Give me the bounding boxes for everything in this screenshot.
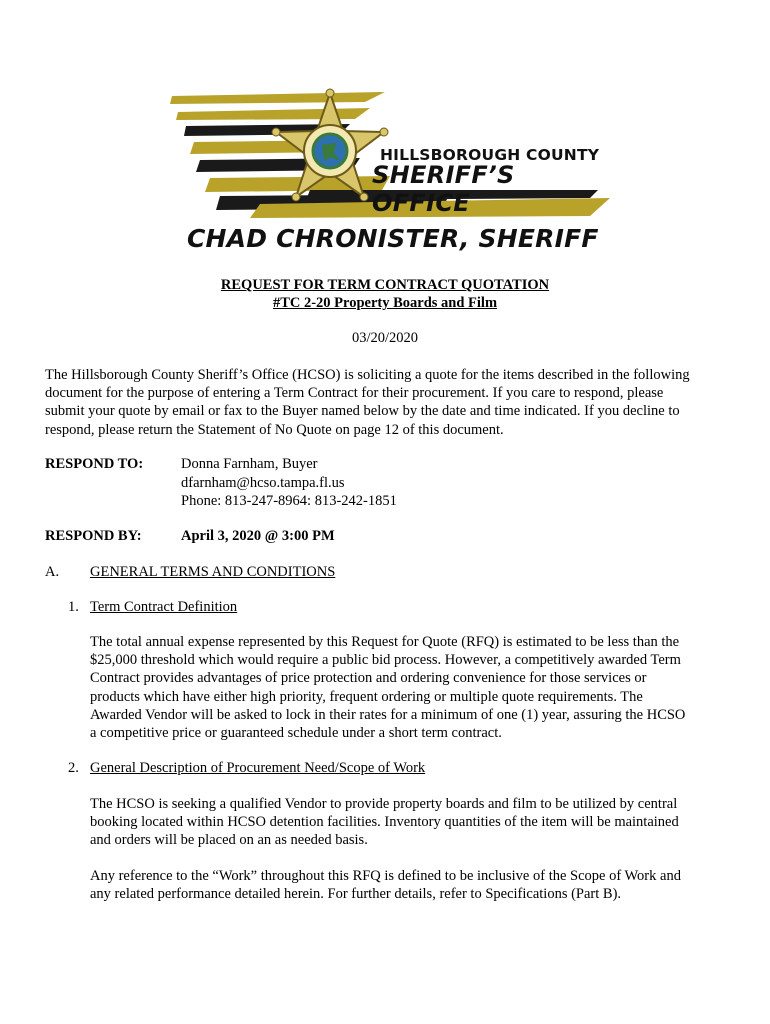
paragraph-line: any related performance detailed herein. For further details, refer to Specifications (Part B).	[90, 886, 622, 903]
paragraph-line: products which have either high priority, frequent ordering or multiple quote requirements. The	[90, 688, 643, 705]
buyer-name: Donna Farnham, Buyer	[181, 456, 318, 472]
document-date: 03/20/2020	[351, 330, 419, 346]
item-2-heading: General Description of Procurement Need/Scope of Work	[90, 760, 426, 776]
paragraph-line: Any reference to the “Work” throughout this RFQ is defined to be inclusive of the Scope of Work and	[90, 868, 681, 884]
respond-by-label: RESPOND BY:	[45, 528, 142, 544]
intro-paragraph	[45, 366, 735, 439]
item-1-paragraph	[90, 633, 720, 742]
respond-to-label: RESPOND TO:	[45, 456, 144, 472]
intro-line: document for the purpose of entering a Term Contract for their procurement. If you care to respond, please	[45, 385, 664, 402]
logo-sheriff-name: CHAD CHRONISTER, SHERIFF	[187, 224, 599, 253]
document-subtitle: #TC 2-20 Property Boards and Film	[272, 295, 498, 311]
paragraph-line: $25,000 threshold which would require a public bid process. However, a competitively awarded Term	[90, 652, 681, 669]
section-a-title: GENERAL TERMS AND CONDITIONS	[90, 564, 336, 580]
logo-office-name: SHERIFF’S OFFICE	[372, 161, 515, 217]
buyer-phone: Phone: 813-247-8964: 813-242-1851	[181, 493, 397, 509]
paragraph-line: a competitive price or guaranteed schedule under a short term contract.	[90, 725, 502, 742]
paragraph-line: Awarded Vendor will be asked to lock in their rates for a minimum of one (1) year, assuring the HCSO	[90, 706, 686, 723]
intro-line: submit your quote by email or fax to the Buyer named below by the date and time indicated. If you decline to	[45, 403, 680, 420]
item-1-heading: Term Contract Definition	[90, 599, 238, 615]
respond-by-deadline: April 3, 2020 @ 3:00 PM	[181, 528, 335, 544]
item-1-number: 1.	[68, 599, 79, 615]
item-2-paragraph-2	[90, 867, 720, 903]
item-2-paragraph-1	[90, 795, 720, 850]
intro-line: respond, please return the Statement of No Quote on page 12 of this document.	[45, 421, 504, 438]
paragraph-line: Contract provides advantages of price protection and ordering convenience for those services or	[90, 670, 647, 687]
buyer-email[interactable]: dfarnham@hcso.tampa.fl.us	[181, 474, 345, 491]
sheriff-office-logo	[150, 86, 620, 266]
paragraph-line: booking located within HCSO detention facilities. Inventory quantities of the item will be maintained	[90, 814, 679, 831]
document-title: REQUEST FOR TERM CONTRACT QUOTATION	[220, 277, 550, 293]
paragraph-line: and orders will be placed on an as needed basis.	[90, 832, 368, 849]
section-a-letter: A.	[45, 564, 60, 580]
intro-line: The Hillsborough County Sheriff’s Office (HCSO) is soliciting a quote for the items described in the following	[45, 367, 690, 383]
paragraph-line: The HCSO is seeking a qualified Vendor to provide property boards and film to be utilized by central	[90, 796, 678, 812]
paragraph-line: The total annual expense represented by this Request for Quote (RFQ) is estimated to be less than the	[90, 634, 680, 650]
item-2-number: 2.	[68, 760, 79, 776]
respond-to-contact	[181, 455, 397, 511]
logo-county-name: HILLSBOROUGH COUNTY	[380, 146, 600, 164]
